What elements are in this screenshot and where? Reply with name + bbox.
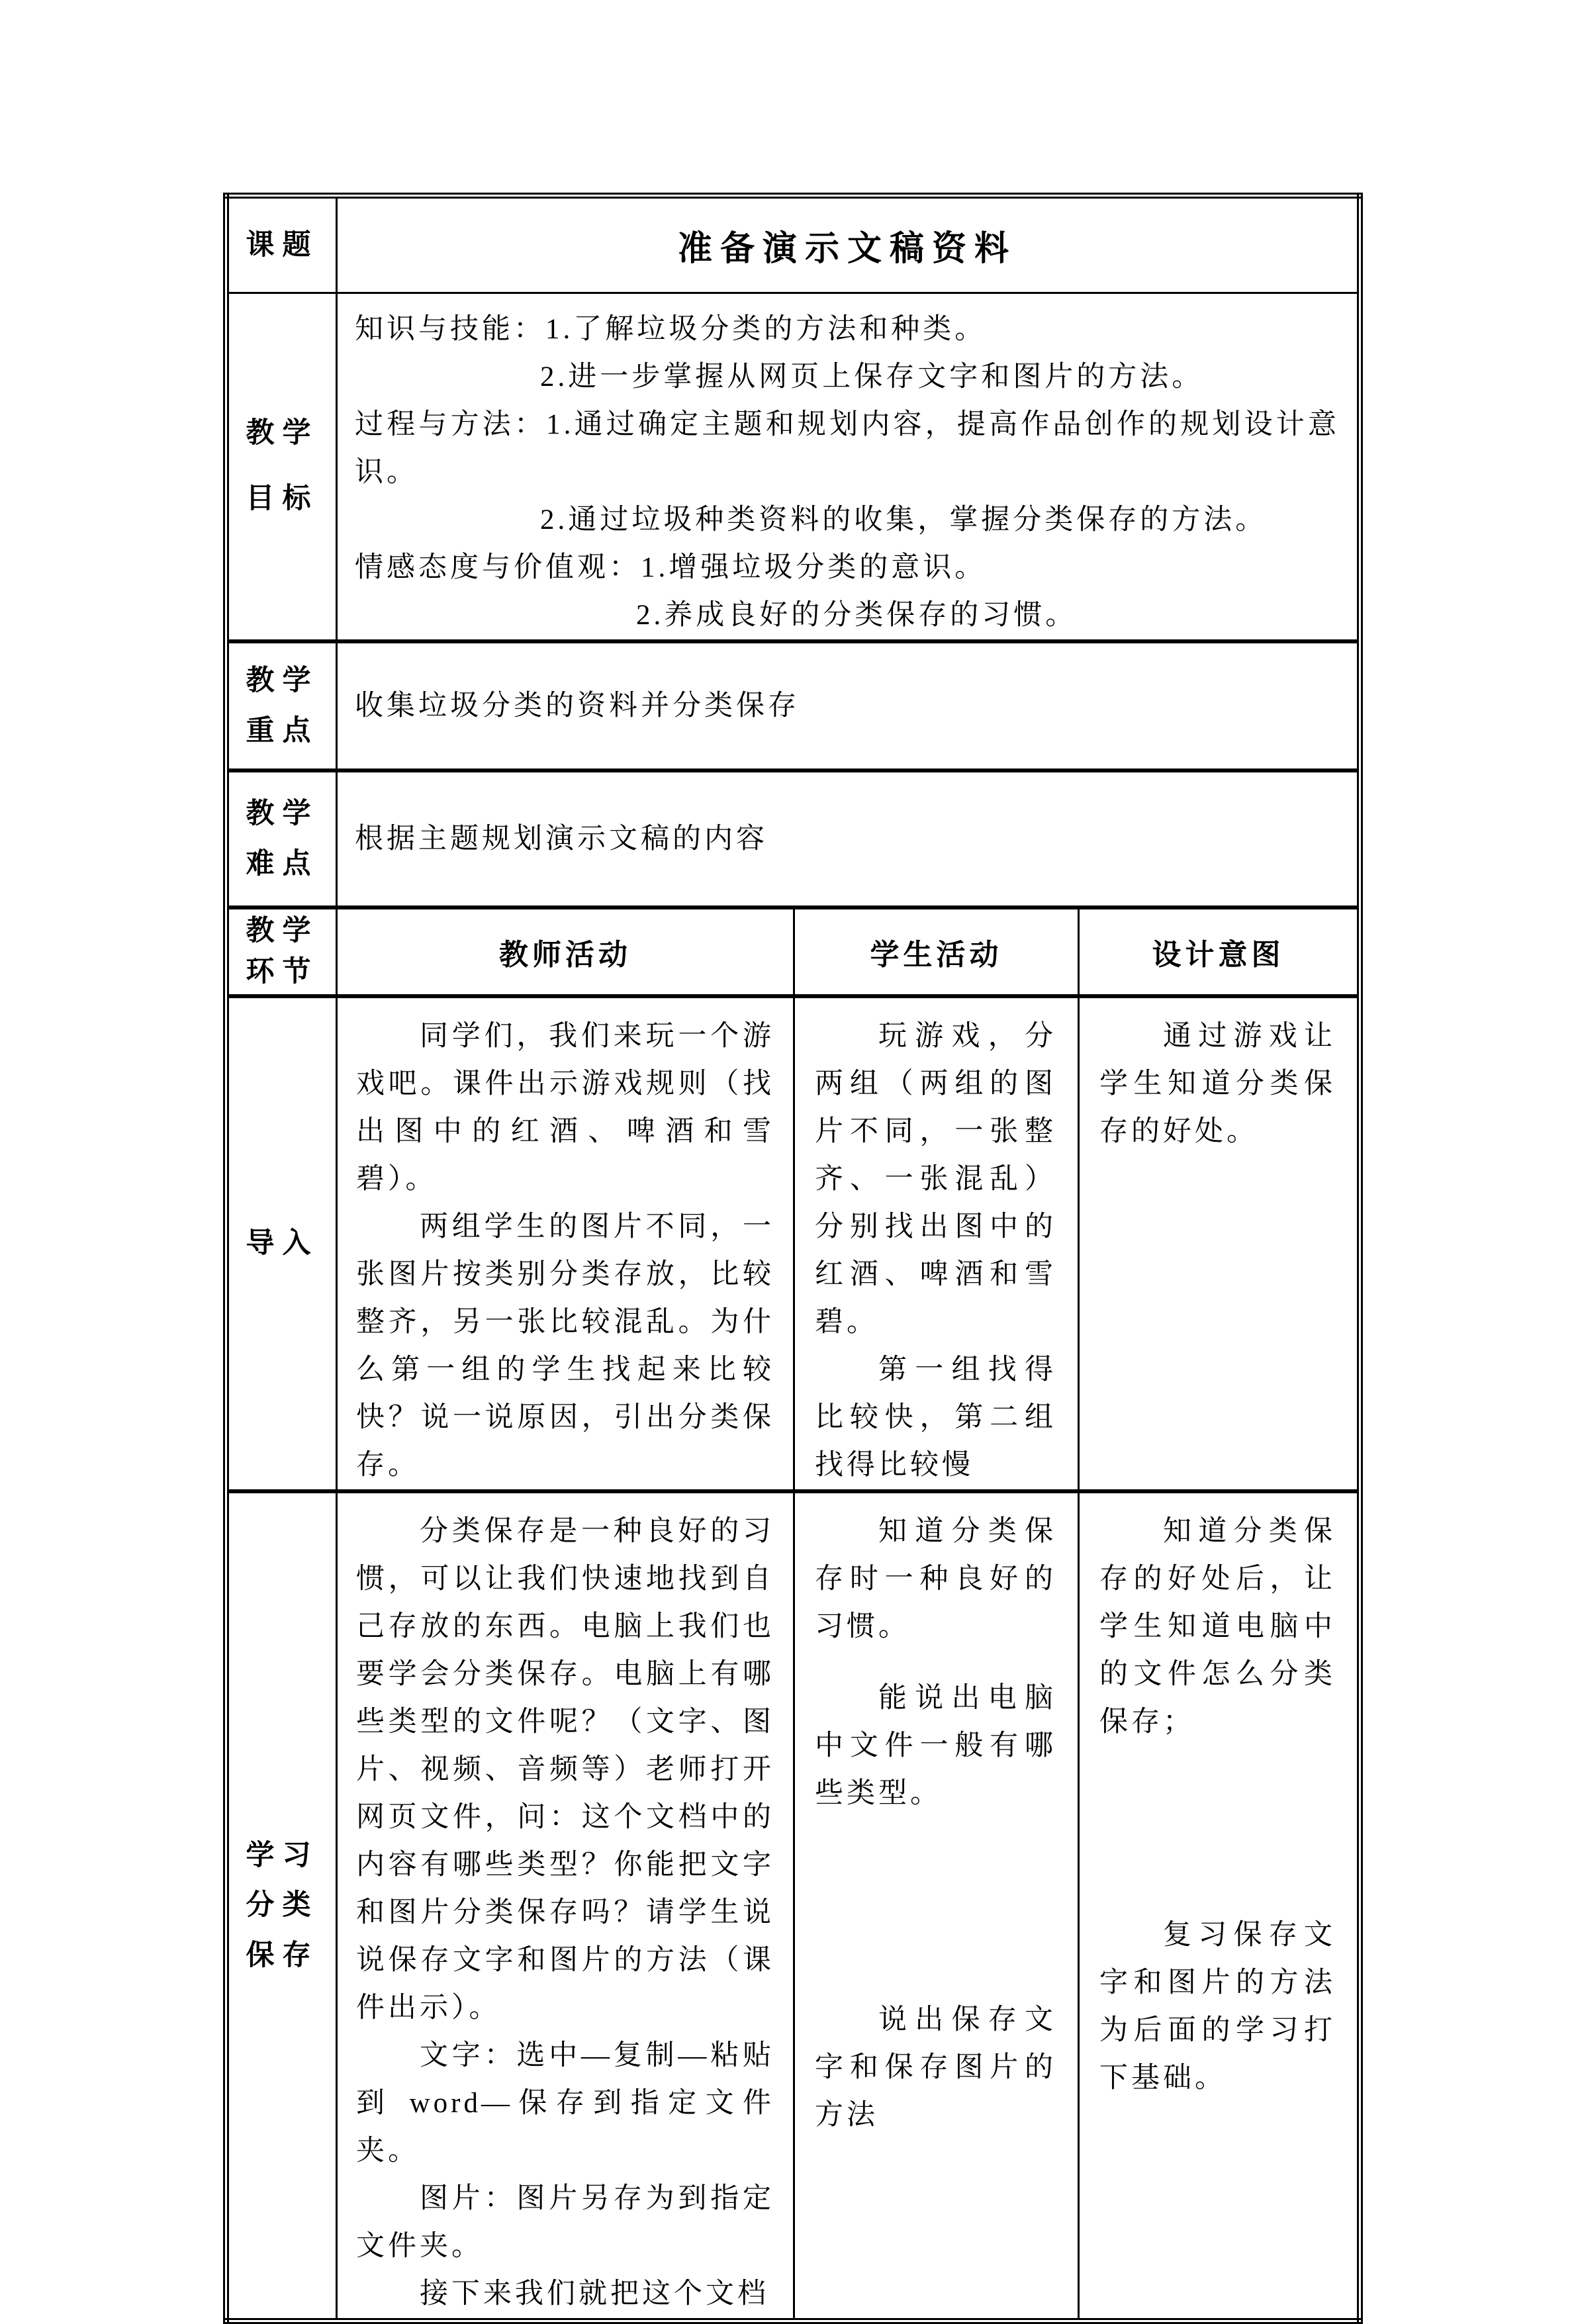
- objectives-content-cell: [337, 293, 1360, 642]
- paragraph: 说出保存文字和保存图片的方法: [815, 2004, 1056, 2131]
- stage-intro-label: 导入: [246, 1228, 319, 1260]
- objective-line: 过程与方法：1.通过确定主题和规划内容，提高作品创作的规划设计意识。: [355, 409, 1340, 488]
- key-points-label-cell: [226, 641, 337, 770]
- difficulties-label-cell: [226, 770, 337, 907]
- stage-header-label-cell: [226, 907, 337, 996]
- column-header-teacher-activity: 教师活动: [337, 907, 794, 996]
- difficulties-label-line: 难点: [246, 848, 319, 880]
- paragraph: 能说出电脑中文件一般有哪些类型。: [815, 1683, 1056, 1809]
- page-title: 准备演示文稿资料: [677, 230, 1017, 268]
- topic-label-cell: [226, 196, 337, 293]
- paragraph: 同学们，我们来玩一个游戏吧。课件出示游戏规则（找出图中的红酒、啤酒和雪碧）。: [356, 1021, 774, 1195]
- paragraph: 通过游戏让学生知道分类保存的好处。: [1099, 1021, 1336, 1147]
- intro-student-activity-cell: [794, 996, 1079, 1491]
- difficulties-text: 根据主题规划演示文稿的内容: [355, 823, 768, 855]
- stage-header-row: [226, 907, 1360, 996]
- paragraph: 知道分类保存的好处后，让学生知道电脑中的文件怎么分类保存；: [1099, 1516, 1336, 1738]
- stage-header-label-line: 教学: [246, 915, 319, 947]
- stage-header-label: [229, 911, 336, 994]
- key-points-content-cell: [337, 641, 1360, 770]
- objectives-label-line: 教学: [246, 418, 319, 449]
- stage-intro-label-cell: [226, 996, 337, 1491]
- stage-learn-label-line: 分类: [246, 1890, 319, 1922]
- key-points-text: 收集垃圾分类的资料并分类保存: [355, 690, 800, 721]
- stage-learn-label-line: 保存: [246, 1939, 319, 1971]
- topic-row: [226, 196, 1360, 293]
- topic-label: 课题: [246, 229, 319, 261]
- paragraph: 知道分类保存时一种良好的习惯。: [815, 1516, 1056, 1642]
- objectives-label-cell: [226, 293, 337, 642]
- paragraph: 图片：图片另存为到指定文件夹。: [356, 2183, 774, 2262]
- stage-intro-row: [226, 996, 1360, 1491]
- paragraph: 文字：选中—复制—粘贴到 word—保存到指定文件夹。: [356, 2040, 774, 2166]
- stage-header-label-line: 环节: [246, 956, 319, 988]
- intro-design-intent-cell: [1079, 996, 1360, 1491]
- stage-learn-row: [226, 1491, 1360, 2321]
- learn-student-activity-cell: [794, 1491, 1079, 2321]
- learn-design-intent-cell: [1079, 1491, 1360, 2321]
- key-points-row: [226, 641, 1360, 770]
- paragraph: 接下来我们就把这个文档: [420, 2278, 769, 2309]
- objective-line: 情感态度与价值观：1.增强垃圾分类的意识。: [355, 552, 987, 583]
- objectives-row: [226, 293, 1360, 642]
- stage-learn-label-cell: [226, 1491, 337, 2321]
- stage-learn-label: [229, 1831, 336, 1980]
- column-header-design-intent: 设计意图: [1079, 907, 1360, 996]
- paragraph: 玩游戏，分两组（两组的图片不同，一张整齐、一张混乱）分别找出图中的红酒、啤酒和雪碧。: [815, 1021, 1056, 1338]
- difficulties-content-cell: [337, 770, 1360, 907]
- objective-line: 2.通过垃圾种类资料的收集，掌握分类保存的方法。: [540, 504, 1268, 535]
- objectives-label: [229, 401, 336, 532]
- paragraph: 两组学生的图片不同，一张图片按类别分类存放，比较整齐，另一张比较混乱。为什么第一组的学生找起来比较快？说一说原因，引出分类保存。: [356, 1211, 774, 1481]
- paragraph: 分类保存是一种良好的习惯，可以让我们快速地找到自己存放的东西。电脑上我们也要学会分类保存。电脑上有哪些类型的文件呢？（文字、图片、视频、音频等）老师打开网页文件，问：这个文档中的内容有哪些类型？你能把文字和图片分类保存吗？请学生说说保存文字和图片的方法（课件出示）。: [356, 1516, 774, 2023]
- objective-line: 2.进一步掌握从网页上保存文字和图片的方法。: [540, 361, 1204, 393]
- lesson-plan-table: [223, 193, 1363, 2324]
- stage-learn-label-line: 学习: [246, 1840, 319, 1872]
- paragraph: 复习保存文字和图片的方法为后面的学习打下基础。: [1099, 1920, 1336, 2094]
- objective-line: 2.养成良好的分类保存的习惯。: [636, 600, 1078, 631]
- column-header-student-activity: 学生活动: [794, 907, 1079, 996]
- key-points-label-line: 重点: [246, 715, 319, 747]
- difficulties-label-line: 教学: [246, 798, 319, 830]
- key-points-label-line: 教学: [246, 665, 319, 697]
- difficulties-label: [229, 789, 336, 889]
- paragraph: 第一组找得比较快，第二组找得比较慢: [815, 1354, 1056, 1481]
- objectives-label-line: 目标: [246, 483, 319, 514]
- topic-title-cell: [337, 196, 1360, 293]
- intro-teacher-activity-cell: [337, 996, 794, 1491]
- key-points-label: [229, 656, 336, 756]
- difficulties-row: [226, 770, 1360, 907]
- learn-teacher-activity-cell: [337, 1491, 794, 2321]
- objective-line: 知识与技能：1.了解垃圾分类的方法和种类。: [355, 314, 987, 345]
